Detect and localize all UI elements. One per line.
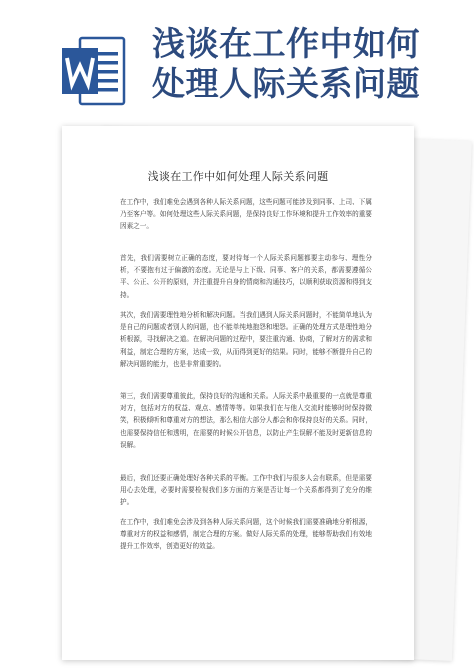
title-line-2: 处理人际关系问题 [152, 64, 420, 103]
paragraph-1: 在工作中，我们难免会遇到各种人际关系问题，这些问题可能涉及到同事、上司、下属乃至客户等。如何处理这些人际关系问题，是保持良好工作环境和提升工作效率的重要因素之一。 [120, 198, 372, 231]
word-document-icon [62, 36, 126, 106]
page-title [152, 24, 464, 104]
paragraph-2: 首先，我们需要树立正确的态度，要对待每一个人际关系问题都要主动参与、理性分析，不要抱有过于偏激的态度。无论是与上下级、同事、客户的关系，都需要遵循公平、公正、公开的原则，并注重提升自身的情商和沟通技巧，以顺利获取资源和得到支持。 [120, 254, 372, 299]
paragraph-6: 在工作中，我们难免会涉及到各种人际关系问题，这个时候我们需要准确地分析根源，尊重对方的权益和感情，制定合理的方案。做好人际关系的处理，能够帮助我们有效地提升工作效率，创造更好的效益。 [120, 518, 372, 551]
document-page [62, 126, 414, 660]
title-line-1: 浅谈在工作中如何 [152, 24, 420, 63]
paragraph-5: 最后，我们还要正确处理好各种关系的平衡。工作中我们与很多人会有联系，但是需要用心去处理，必要时需要检视我们多方面的方案是否让每一个关系都得到了充分的维护。 [120, 474, 372, 507]
paragraph-3: 其次，我们需要理性地分析和解决问题。当我们遇到人际关系问题时，不能简单地认为是自己的问题或者别人的问题，也不能单纯地抱怨和埋怨。正确的处理方式是理性地分析根源，寻找解决之道。在解决问题的过程中，要注重沟通、协商，了解对方的需求和利益，制定合理的方案，达成一致，从而得到更好的结果。同时，能够不断提升自己的解决问题的能力，也是非常重要的。 [120, 311, 372, 368]
paragraph-4: 第三，我们需要尊重彼此，保持良好的沟通和关系。人际关系中最重要的一点就是尊重对方，包括对方的权益、观点、感情等等。如果我们在与他人交流时能够时时保持微笑，积极倾听和尊重对方的想法，那么相信大部分人都会和你保持良好的关系。同时，也需要保持信任和透明，在需要的时候公开信息，以防止产生误解不能及时更新信息的误解。 [120, 392, 372, 449]
banner [0, 0, 474, 118]
document-title: 浅谈在工作中如何处理人际关系问题 [147, 170, 329, 183]
